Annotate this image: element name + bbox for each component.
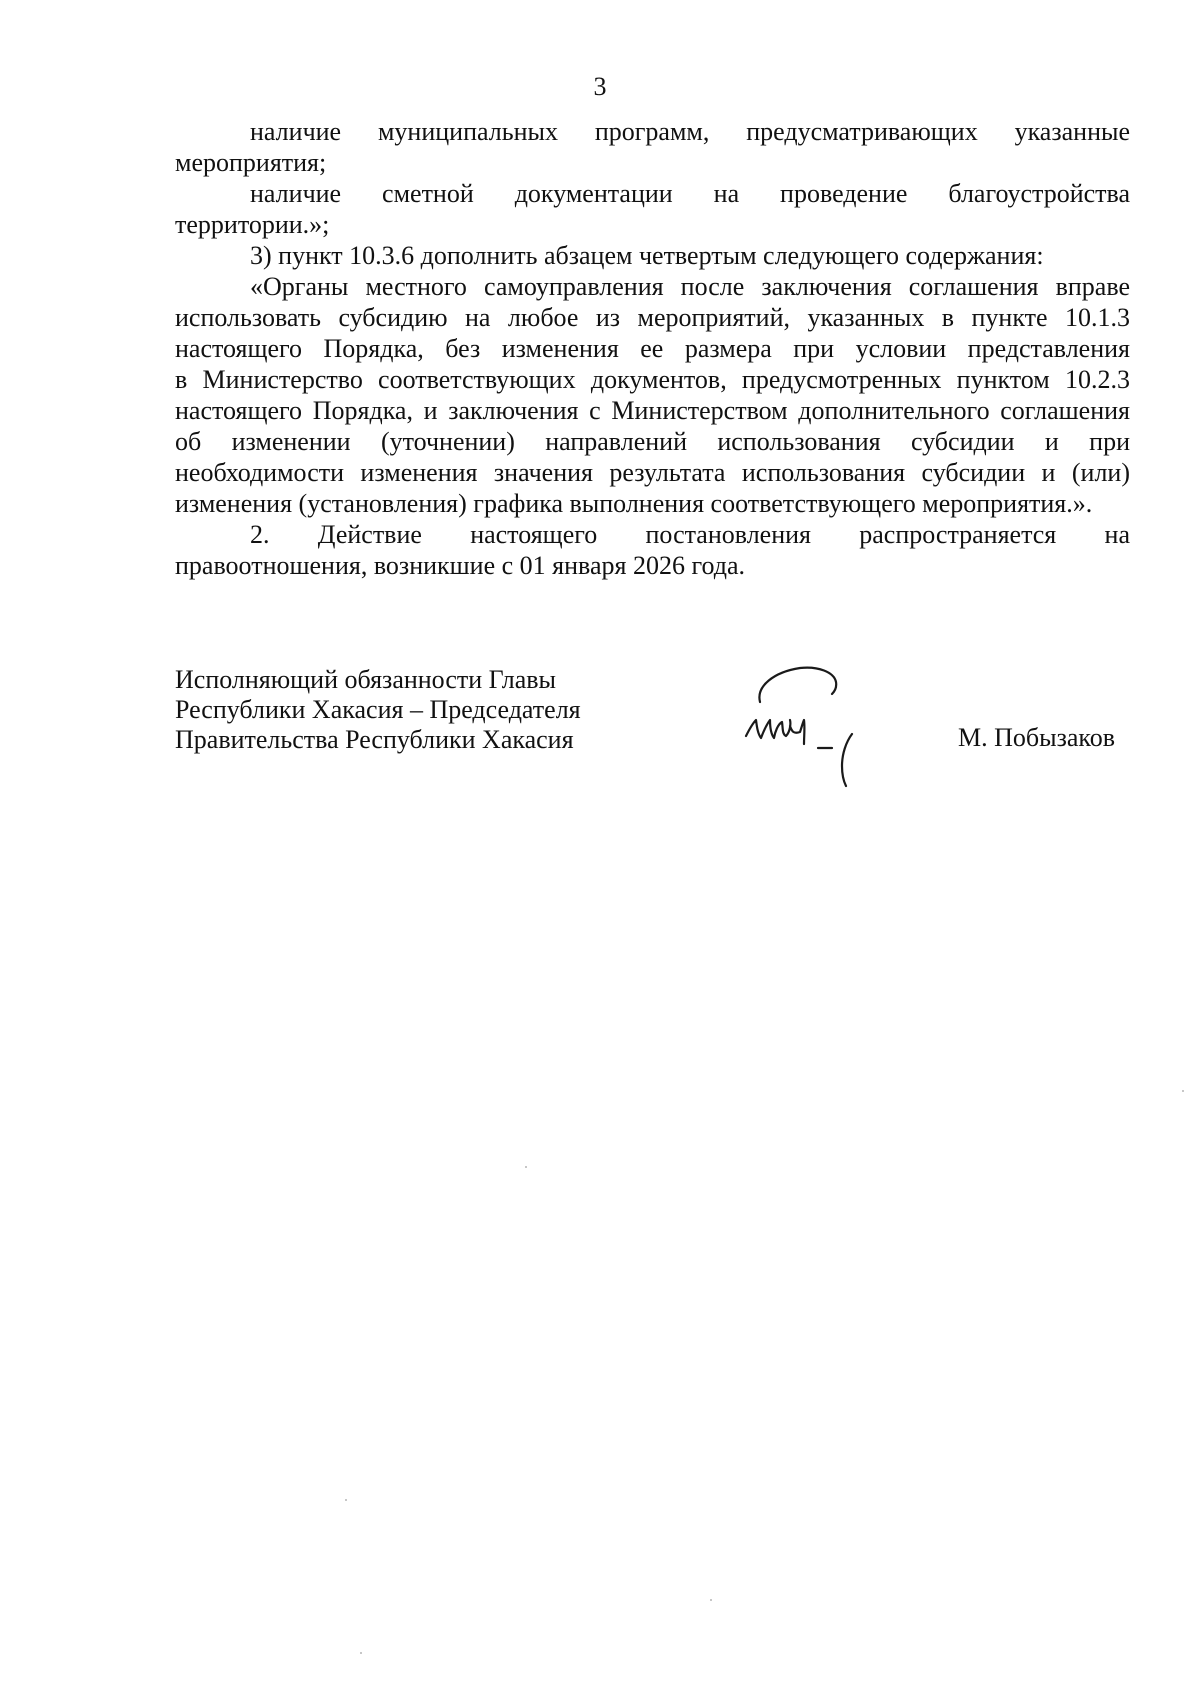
scan-speck — [345, 1499, 347, 1501]
body-line: 2. Действие настоящего постановления распространяется на — [250, 520, 1130, 549]
signatory-title-line: Исполняющий обязанности Главы — [175, 665, 556, 694]
body-line: об изменении (уточнении) направлений использования субсидии и при — [175, 427, 1130, 456]
body-line: необходимости изменения значения результата использования субсидии и (или) — [175, 458, 1130, 487]
signatory-title-line: Правительства Республики Хакасия — [175, 725, 574, 754]
body-line: мероприятия; — [175, 148, 327, 177]
body-line: в Министерство соответствующих документов, предусмотренных пунктом 10.2.3 — [175, 365, 1130, 394]
signatory-title-line: Республики Хакасия – Председателя — [175, 695, 581, 724]
scan-speck — [525, 1166, 527, 1168]
body-line: изменения (установления) графика выполнения соответствующего мероприятия.». — [175, 489, 1093, 518]
body-line: «Органы местного самоуправления после заключения соглашения вправе — [250, 272, 1130, 301]
page-number: 3 — [593, 72, 607, 101]
handwritten-signature — [730, 662, 870, 792]
scan-speck — [710, 1599, 712, 1601]
body-line: территории.»; — [175, 210, 330, 239]
body-line: использовать субсидию на любое из мероприятий, указанных в пункте 10.1.3 — [175, 303, 1130, 332]
body-line: настоящего Порядка, без изменения ее размера при условии представления — [175, 334, 1130, 363]
body-line: правоотношения, возникшие с 01 января 2026 года. — [175, 551, 746, 580]
scan-speck — [360, 1652, 362, 1654]
body-line: наличие муниципальных программ, предусматривающих указанные — [250, 117, 1130, 146]
signer-name: М. Побызаков — [958, 723, 1115, 752]
body-line: 3) пункт 10.3.6 дополнить абзацем четвертым следующего содержания: — [250, 241, 1044, 270]
body-line: настоящего Порядка, и заключения с Министерством дополнительного соглашения — [175, 396, 1130, 425]
body-line: наличие сметной документации на проведение благоустройства — [250, 179, 1130, 208]
scan-speck — [1182, 1090, 1184, 1092]
